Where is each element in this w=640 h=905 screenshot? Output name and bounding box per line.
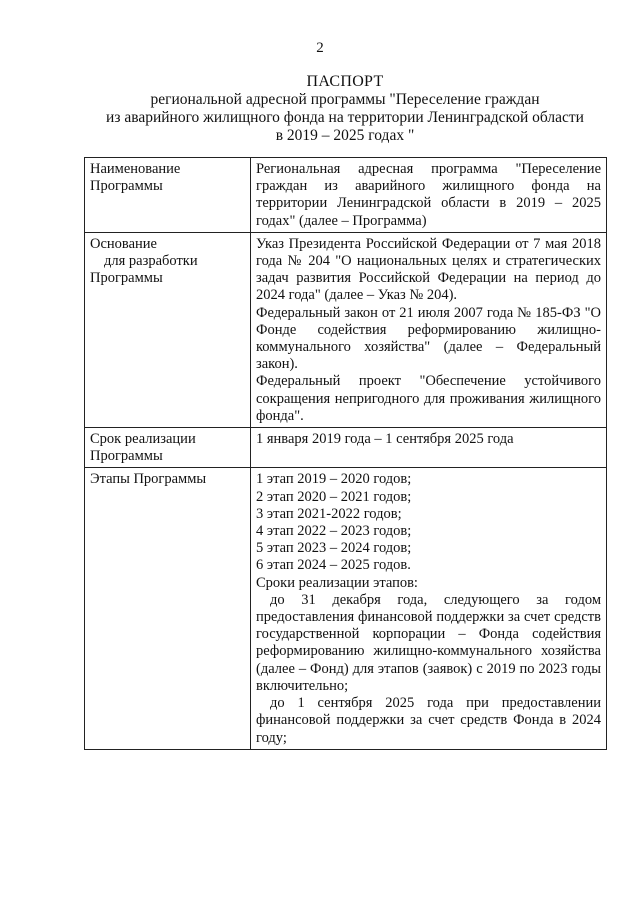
document-title: ПАСПОРТ [306,73,384,90]
basis-federal-law-text: Федеральный закон от 21 июля 2007 года № 185-ФЗ "О Фонде содействия реформированию жилищно-коммунального хозяйства" (далее – Федеральный закон). [256,304,601,373]
basis-label-line-3: Программы [90,270,163,287]
stage-item: 2 этап 2020 – 2021 годов; [256,488,412,505]
basis-federal-project-text: Федеральный проект "Обеспечение устойчивого сокращения непригодного для проживания жилищного фонда". [256,373,601,424]
row-value-program-name [251,158,607,233]
stage-item: 5 этап 2023 – 2024 годов; [256,540,412,557]
page-number: 2 [316,40,324,56]
row-label-basis [85,232,251,427]
basis-label-line-2: для разработки [104,253,198,270]
deadline-item: до 1 сентября 2025 года при предоставлении финансовой поддержки за счет средств Фонда в 2024 году; [256,695,601,746]
document-subtitle-line-1: региональной адресной программы "Переселение граждан [150,91,540,108]
basis-label-line-1: Основание [90,235,157,252]
table-row-stages [85,468,607,749]
document-subtitle-line-2: из аварийного жилищного фонда на территории Ленинградской области [106,109,584,126]
deadlines-title: Сроки реализации этапов: [256,574,418,591]
row-label-program-name: Наименование Программы [85,158,251,233]
table-row-term [85,428,607,468]
row-value-basis [251,232,607,427]
row-label-term: Срок реализации Программы [85,428,251,468]
stage-item: 3 этап 2021-2022 годов; [256,505,402,522]
passport-table [84,157,607,750]
stage-item: 1 этап 2019 – 2020 годов; [256,471,412,488]
table-row-program-name [85,158,607,233]
program-name-text: Региональная адресная программа "Переселение граждан из аварийного жилищного фонда на территории Ленинградской области в 2019 – 2025 годах" (далее – Программа) [256,161,601,229]
row-value-term [251,428,607,468]
document-heading [60,73,630,145]
row-label-stages: Этапы Программы [85,468,251,749]
term-text: 1 января 2019 года – 1 сентября 2025 года [256,431,514,448]
basis-decree-text: Указ Президента Российской Федерации от 7 мая 2018 года № 204 "О национальных целях и стратегических задач развития Российской Федерации на период до 2024 года" (далее – Указ № 204). [256,235,601,304]
document-subtitle-line-3: в 2019 – 2025 годах " [275,127,415,144]
stage-item: 4 этап 2022 – 2023 годов; [256,523,412,540]
table-row-basis [85,232,607,427]
deadline-item: до 31 декабря года, следующего за годом предоставления финансовой поддержки за счет средств государственной корпорации – Фонда содействия реформированию жилищно-коммунального хозяйства (далее – Фонд) для этапов (заявок) с 2019 по 2023 годы включительно; [256,591,601,694]
stage-item: 6 этап 2024 – 2025 годов. [256,557,411,574]
row-value-stages [251,468,607,749]
